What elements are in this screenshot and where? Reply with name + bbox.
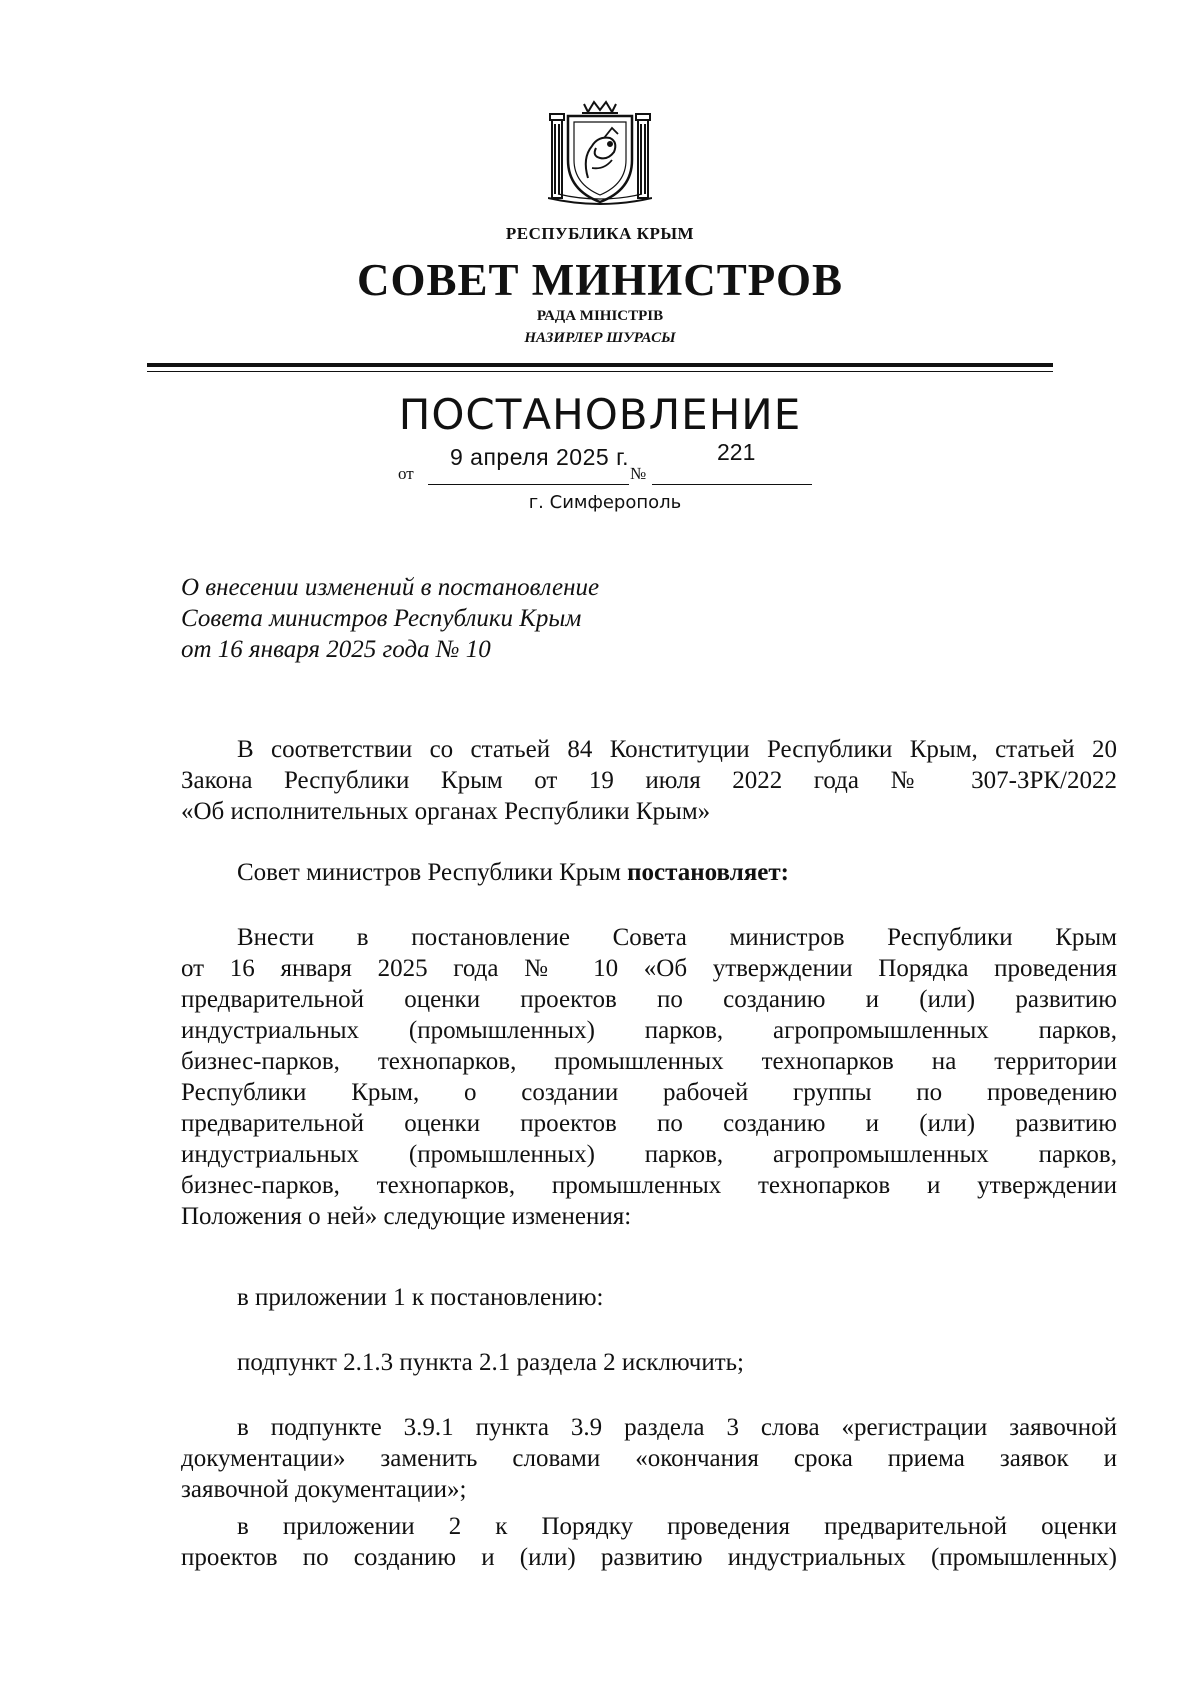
paragraph-line: бизнес-парков, технопарков, промышленных технопарков и утверждении [181, 1172, 1117, 1199]
decree-title: ПОСТАНОВЛЕНИЕ [398, 390, 802, 439]
resolves-bold: постановляет: [627, 859, 789, 886]
paragraph-line: «Об исполнительных органах Республики Крым» [181, 798, 711, 825]
council-name-ukrainian: РАДА МІНІСТРІВ [536, 308, 664, 324]
paragraph-line: Республики Крым, о создании рабочей группы по проведению [181, 1079, 1117, 1106]
decree-city: г. Симферополь [528, 492, 682, 513]
from-label: от [398, 464, 414, 483]
paragraph-line: Закона Республики Крым от 19 июля 2022 года № 307-ЗРК/2022 [181, 767, 1117, 794]
crimea-coat-of-arms-icon [548, 98, 652, 206]
paragraph-line: индустриальных (промышленных) парков, агропромышленных парков, [181, 1141, 1117, 1168]
paragraph-line: индустриальных (промышленных) парков, агропромышленных парков, [181, 1017, 1117, 1044]
republic-name: РЕСПУБЛИКА КРЫМ [505, 224, 695, 243]
paragraph-subclause-exclude: подпункт 2.1.3 пункта 2.1 раздела 2 исключить; [237, 1349, 744, 1376]
council-name: СОВЕТ МИНИСТРОВ [356, 255, 844, 305]
paragraph-line: предварительной оценки проектов по созданию и (или) развитию [181, 1110, 1117, 1137]
subject-line: О внесении изменений в постановление [181, 574, 600, 601]
paragraph-amendment [181, 922, 1117, 1232]
decree-date-row [0, 439, 1200, 494]
paragraph-line: от 16 января 2025 года № 10 «Об утверждении Порядка проведения [181, 955, 1117, 982]
number-label: № [630, 464, 647, 483]
paragraph-line: в подпункте 3.9.1 пункта 3.9 раздела 3 слова «регистрации заявочной [237, 1414, 1117, 1441]
paragraph-line: документации» заменить словами «окончания срока приема заявок и [181, 1445, 1117, 1472]
number-underline [652, 484, 812, 485]
paragraph-subclause-replace [181, 1412, 1117, 1505]
paragraph-line: в приложении 2 к Порядку проведения предварительной оценки [237, 1513, 1117, 1540]
decree-date: 9 апреля 2025 г. [450, 444, 630, 470]
header-rule-thick [147, 363, 1053, 367]
date-underline [428, 484, 629, 485]
paragraph-line: Внести в постановление Совета министров Республики Крым [237, 924, 1117, 951]
paragraph-appendix-2 [181, 1511, 1117, 1573]
council-name-crimean-tatar: НАЗИРЛЕР ШУРАСЫ [524, 330, 676, 346]
subject-line: от 16 января 2025 года № 10 [181, 636, 491, 663]
paragraph-line: предварительной оценки проектов по созданию и (или) развитию [181, 986, 1117, 1013]
paragraph-line: заявочной документации»; [181, 1476, 467, 1503]
paragraph-line: Положения о ней» следующие изменения: [181, 1203, 632, 1230]
resolves-text: Совет министров Республики Крым [237, 859, 628, 886]
paragraph-line: проектов по созданию и (или) развитию индустриальных (промышленных) [181, 1544, 1117, 1571]
paragraph-legal-basis [181, 734, 1117, 827]
header-rule-thin [147, 371, 1053, 372]
subject-line: Совета министров Республики Крым [181, 605, 582, 632]
paragraph-resolves [181, 857, 1117, 888]
decree-number: 221 [717, 439, 756, 465]
paragraph-line: бизнес-парков, технопарков, промышленных технопарков на территории [181, 1048, 1117, 1075]
paragraph-appendix-1: в приложении 1 к постановлению: [237, 1284, 604, 1311]
paragraph-line: В соответствии со статьей 84 Конституции Республики Крым, статьей 20 [237, 736, 1117, 763]
decree-subject [181, 572, 599, 665]
